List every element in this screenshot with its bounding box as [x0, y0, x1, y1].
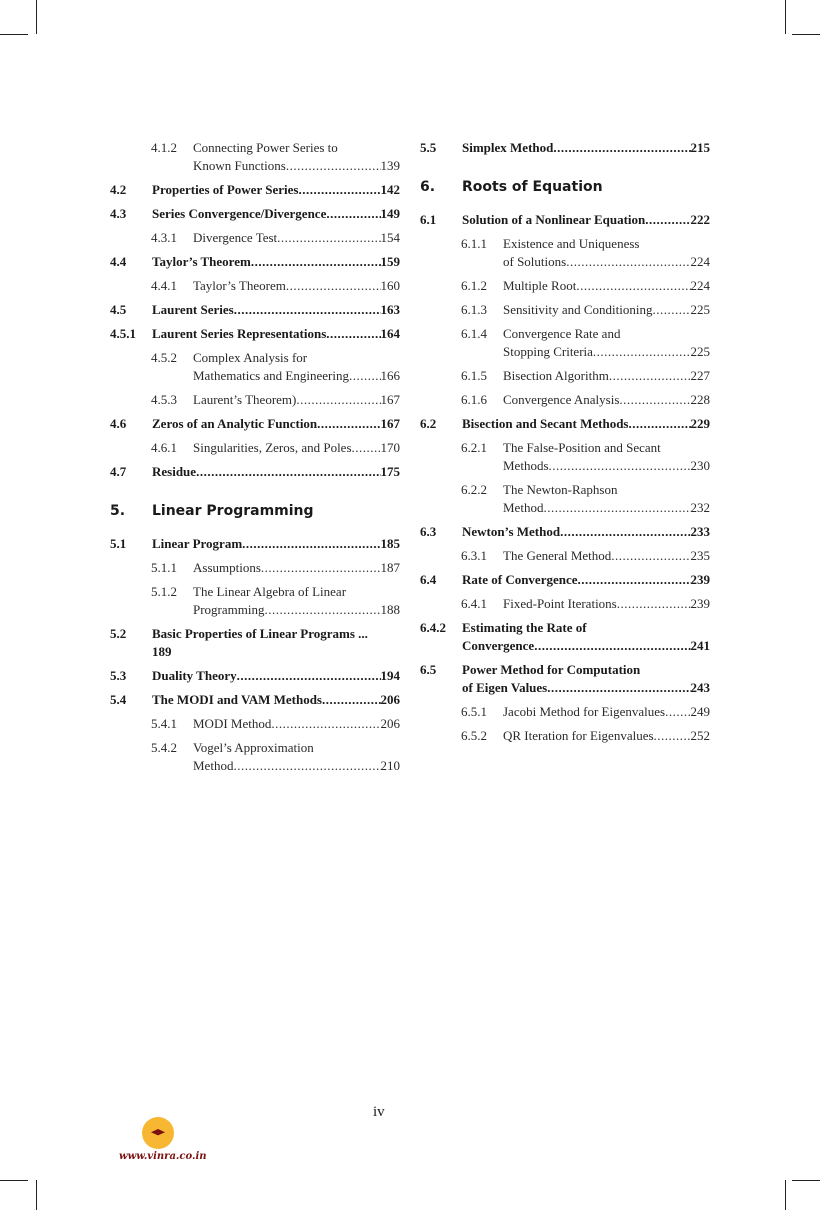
page-number: 139: [380, 158, 400, 173]
page-number: 164: [380, 326, 400, 341]
entry-title: Laurent Series Representations: [152, 326, 327, 341]
dot-leader: [549, 457, 691, 475]
page-number: 235: [690, 548, 710, 563]
toc-entry[interactable]: [420, 415, 710, 433]
toc-entry[interactable]: [151, 439, 400, 457]
section-number: 4.7: [110, 464, 127, 479]
page-number: 233: [690, 524, 710, 539]
toc-entry[interactable]: [420, 637, 710, 655]
dot-leader: [593, 343, 691, 361]
toc-entry[interactable]: [461, 481, 710, 499]
dot-leader: [566, 253, 690, 271]
entry-body: [462, 211, 710, 229]
toc-entry[interactable]: [151, 559, 400, 577]
entry-body: [462, 661, 710, 679]
entry-body: [462, 637, 710, 655]
toc-entry[interactable]: [110, 325, 400, 343]
entry-title: Mathematics and Engineering: [193, 368, 349, 383]
page-number: 188: [380, 602, 400, 617]
page-number: iv: [373, 1104, 385, 1120]
entry-title: Taylor’s Theorem: [193, 278, 286, 293]
entry-title: Bisection Algorithm: [503, 368, 609, 383]
dot-leader: [242, 535, 380, 553]
toc-entry[interactable]: [461, 367, 710, 385]
dot-leader: [654, 727, 691, 745]
page-number: 187: [380, 560, 400, 575]
section-number: 5.2: [110, 626, 127, 641]
entry-title: The Newton-Raphson: [503, 482, 618, 497]
entry-body: [503, 481, 710, 499]
entry-title: The MODI and VAM Methods: [152, 692, 322, 707]
entry-title: Power Method for Computation: [462, 662, 641, 677]
crop-mark: [785, 0, 786, 34]
toc-entry[interactable]: [151, 601, 400, 619]
page-number: 239: [690, 596, 710, 611]
graduation-cap-icon: [151, 1129, 165, 1137]
section-number: 4.1.2: [151, 140, 177, 155]
entry-title: Estimating the Rate of: [462, 620, 587, 635]
entry-title: Bisection and Secant Methods: [462, 416, 629, 431]
entry-body: [152, 691, 400, 709]
section-number: 4.3: [110, 206, 127, 221]
toc-entry[interactable]: [420, 523, 710, 541]
entry-body: [462, 178, 710, 196]
toc-entry[interactable]: [461, 235, 710, 253]
dot-leader: [628, 415, 690, 433]
toc-entry[interactable]: [461, 703, 710, 721]
toc-entry[interactable]: [151, 157, 400, 175]
dot-leader: [326, 205, 380, 223]
dot-leader: [286, 157, 381, 175]
section-number: 6.1.1: [461, 236, 487, 251]
toc-entry[interactable]: [420, 619, 710, 637]
dot-leader: [653, 301, 691, 319]
entry-title: Fixed-Point Iterations: [503, 596, 617, 611]
page-number: 222: [690, 212, 710, 227]
page-number: 163: [380, 302, 400, 317]
toc-entry[interactable]: [461, 325, 710, 343]
section-number: 4.5.1: [110, 326, 136, 341]
page-number: 241: [690, 638, 710, 653]
dot-leader: [543, 499, 690, 517]
toc-entry[interactable]: [110, 502, 400, 520]
page-number: 210: [380, 758, 400, 773]
page-number: 227: [690, 368, 710, 383]
page-number: 167: [380, 416, 400, 431]
toc-entry[interactable]: [110, 625, 400, 643]
page-number: 206: [380, 692, 400, 707]
section-number: 4.6: [110, 416, 127, 431]
entry-body: [152, 625, 400, 643]
section-number: 6.2: [420, 416, 437, 431]
entry-title: Sensitivity and Conditioning: [503, 302, 653, 317]
toc-entry[interactable]: [461, 343, 710, 361]
entry-title: Convergence Rate and: [503, 326, 621, 341]
toc-entry[interactable]: [110, 535, 400, 553]
page-number: 228: [690, 392, 710, 407]
dot-leader: [233, 757, 380, 775]
toc-entry[interactable]: [461, 595, 710, 613]
entry-title: Linear Programming: [152, 503, 314, 519]
toc-entry[interactable]: [110, 205, 400, 223]
page-number: 185: [380, 536, 400, 551]
entry-title: MODI Method: [193, 716, 272, 731]
toc-entry[interactable]: [151, 739, 400, 757]
page-number: 243: [690, 680, 710, 695]
page-number: 230: [690, 458, 710, 473]
section-number: 5.1.1: [151, 560, 177, 575]
entry-title: Method: [193, 758, 234, 773]
toc-entry[interactable]: [420, 211, 710, 229]
toc-entry[interactable]: [461, 499, 710, 517]
toc-entry[interactable]: [420, 679, 710, 697]
entry-title: of Solutions: [503, 254, 567, 269]
crop-mark: [792, 34, 820, 35]
entry-body: [503, 235, 710, 253]
section-number: 5.4.2: [151, 740, 177, 755]
entry-body: [152, 181, 400, 199]
section-number: 6.1: [420, 212, 437, 227]
entry-body: [193, 139, 400, 157]
dot-leader: [265, 601, 381, 619]
entry-title: Residue: [152, 464, 197, 479]
entry-body: [503, 457, 710, 475]
entry-body: [152, 415, 400, 433]
entry-title: of Eigen Values: [462, 680, 548, 695]
section-number: 6.3: [420, 524, 437, 539]
dot-leader: [611, 547, 690, 565]
toc-entry[interactable]: [110, 643, 400, 661]
toc-entry[interactable]: [151, 367, 400, 385]
section-number: 4.6.1: [151, 440, 177, 455]
page-number: 249: [690, 704, 710, 719]
entry-title: Method: [503, 500, 544, 515]
dot-leader: [326, 325, 380, 343]
section-number: 6.3.1: [461, 548, 487, 563]
entry-body: [193, 757, 400, 775]
entry-body: [193, 715, 400, 733]
page-number: 160: [380, 278, 400, 293]
crop-mark: [0, 34, 28, 35]
toc-entry[interactable]: [151, 277, 400, 295]
entry-body: [503, 253, 710, 271]
entry-body: [462, 415, 710, 433]
page-number: 215: [690, 140, 710, 155]
page-number: 224: [690, 254, 710, 269]
entry-body: [152, 325, 400, 343]
entry-title: Properties of Power Series: [152, 182, 299, 197]
dot-leader: [296, 391, 380, 409]
entry-body: [193, 277, 400, 295]
dot-leader: [619, 391, 690, 409]
entry-body: [193, 349, 400, 367]
section-number: 4.5.3: [151, 392, 177, 407]
dot-leader: [271, 715, 380, 733]
dot-leader: [349, 367, 381, 385]
section-number: 6.1.2: [461, 278, 487, 293]
section-number: 6.5.1: [461, 704, 487, 719]
entry-title: Duality Theory: [152, 668, 237, 683]
entry-body: [503, 277, 710, 295]
entry-title: Existence and Uniqueness: [503, 236, 640, 251]
entry-title: Convergence Analysis: [503, 392, 620, 407]
entry-body: [152, 253, 400, 271]
section-number: 6.4.2: [420, 620, 446, 635]
page-number: 189: [152, 644, 172, 659]
page-number: 239: [690, 572, 710, 587]
entry-title: The False-Position and Secant: [503, 440, 661, 455]
section-number: 5.3: [110, 668, 127, 683]
crop-mark: [0, 1180, 28, 1181]
dot-leader: [251, 253, 381, 271]
toc-entry[interactable]: [420, 178, 710, 196]
section-number: 5.1: [110, 536, 127, 551]
entry-title: Series Convergence/Divergence: [152, 206, 327, 221]
entry-body: [503, 325, 710, 343]
entry-body: [503, 595, 710, 613]
page-number: 149: [380, 206, 400, 221]
entry-title: Linear Program: [152, 536, 243, 551]
toc-entry[interactable]: [151, 139, 400, 157]
entry-title: Rate of Convergence: [462, 572, 578, 587]
dot-leader: [578, 571, 691, 589]
entry-title: Programming: [193, 602, 265, 617]
page-number: 229: [690, 416, 710, 431]
toc-entry[interactable]: [461, 253, 710, 271]
dot-leader: [261, 559, 381, 577]
entry-title: Vogel’s Approximation: [193, 740, 314, 755]
page-number: 194: [380, 668, 400, 683]
entry-title: Stopping Criteria: [503, 344, 593, 359]
toc-entry[interactable]: [420, 661, 710, 679]
dot-leader: [234, 301, 381, 319]
section-number: 5.4: [110, 692, 127, 707]
entry-body: [503, 343, 710, 361]
dot-leader: [196, 463, 380, 481]
entry-body: [152, 502, 400, 520]
toc-entry[interactable]: [110, 301, 400, 319]
entry-title: Complex Analysis for: [193, 350, 308, 365]
crop-mark: [785, 1180, 786, 1210]
entry-body: [462, 139, 710, 157]
entry-body: [462, 523, 710, 541]
entry-title: QR Iteration for Eigenvalues: [503, 728, 654, 743]
page-number: 159: [380, 254, 400, 269]
entry-title: The Linear Algebra of Linear: [193, 584, 347, 599]
dot-leader: [547, 679, 690, 697]
entry-title: Jacobi Method for Eigenvalues: [503, 704, 666, 719]
dot-leader: [317, 415, 380, 433]
page-number: 166: [380, 368, 400, 383]
page-number: 225: [690, 302, 710, 317]
entry-body: [193, 601, 400, 619]
dot-leader: [352, 439, 381, 457]
page-number: 232: [690, 500, 710, 515]
dot-leader: [298, 181, 380, 199]
page-number: 142: [380, 182, 400, 197]
entry-title: Roots of Equation: [462, 179, 603, 195]
dot-leader: [665, 703, 690, 721]
entry-title: Laurent’s Theorem): [193, 392, 297, 407]
entry-body: [462, 571, 710, 589]
section-number: 5.4.1: [151, 716, 177, 731]
toc-entry[interactable]: [151, 349, 400, 367]
entry-body: [503, 727, 710, 745]
entry-title: Divergence Test: [193, 230, 278, 245]
toc-entry[interactable]: [461, 301, 710, 319]
entry-body: [503, 391, 710, 409]
section-number: 6.2.2: [461, 482, 487, 497]
page-number: 175: [380, 464, 400, 479]
crop-mark: [36, 0, 37, 34]
toc-entry[interactable]: [461, 277, 710, 295]
page-number: 170: [380, 440, 400, 455]
entry-body: [503, 703, 710, 721]
entry-body: [193, 583, 400, 601]
website-link[interactable]: www.vinra.co.in: [119, 1151, 207, 1162]
entry-title: Methods: [503, 458, 549, 473]
entry-body: [462, 619, 710, 637]
section-number: 4.4.1: [151, 278, 177, 293]
section-number: 4.5: [110, 302, 127, 317]
toc-entry[interactable]: [110, 181, 400, 199]
page-number: 224: [690, 278, 710, 293]
entry-body: [503, 547, 710, 565]
dot-leader: [609, 367, 691, 385]
entry-body: [503, 499, 710, 517]
entry-body: [503, 439, 710, 457]
crop-mark: [36, 1180, 37, 1210]
entry-body: [193, 559, 400, 577]
toc-entry[interactable]: [461, 547, 710, 565]
entry-body: [193, 367, 400, 385]
toc-entry[interactable]: [420, 139, 710, 157]
entry-body: [152, 535, 400, 553]
section-number: 6.4: [420, 572, 437, 587]
section-number: 5.1.2: [151, 584, 177, 599]
entry-title: Taylor’s Theorem: [152, 254, 251, 269]
entry-title: Convergence: [462, 638, 535, 653]
entry-body: [503, 367, 710, 385]
entry-title: Known Functions: [193, 158, 286, 173]
dot-leader: [553, 139, 690, 157]
section-number: 6.2.1: [461, 440, 487, 455]
toc-entry[interactable]: [110, 463, 400, 481]
entry-title: Laurent Series: [152, 302, 234, 317]
toc-entry[interactable]: [420, 571, 710, 589]
section-number: 6.1.5: [461, 368, 487, 383]
entry-body: [152, 643, 400, 661]
toc-entry[interactable]: [461, 727, 710, 745]
entry-title: Connecting Power Series to: [193, 140, 338, 155]
entry-title: Multiple Root: [503, 278, 577, 293]
section-number: 5.: [110, 503, 126, 519]
section-number: 4.5.2: [151, 350, 177, 365]
page-number: 252: [690, 728, 710, 743]
toc-entry[interactable]: [151, 715, 400, 733]
entry-title: Simplex Method: [462, 140, 554, 155]
dot-leader: [560, 523, 690, 541]
entry-body: [152, 205, 400, 223]
entry-body: [193, 229, 400, 247]
toc-entry[interactable]: [461, 457, 710, 475]
page-number: 154: [380, 230, 400, 245]
page-number: 206: [380, 716, 400, 731]
section-number: 6.1.4: [461, 326, 487, 341]
entry-body: [503, 301, 710, 319]
section-number: 6.5.2: [461, 728, 487, 743]
section-number: 4.2: [110, 182, 127, 197]
toc-entry[interactable]: [461, 391, 710, 409]
dot-leader: [576, 277, 690, 295]
section-number: 6.: [420, 179, 436, 195]
entry-body: [193, 391, 400, 409]
toc-entry[interactable]: [151, 757, 400, 775]
dot-leader: [237, 667, 381, 685]
entry-title: Zeros of an Analytic Function: [152, 416, 318, 431]
toc-entry[interactable]: [151, 229, 400, 247]
dot-leader: [534, 637, 690, 655]
page-number: 167: [380, 392, 400, 407]
entry-title: Singularities, Zeros, and Poles: [193, 440, 352, 455]
dot-leader: [645, 211, 690, 229]
entry-body: [193, 739, 400, 757]
section-number: 6.1.3: [461, 302, 487, 317]
section-number: 6.5: [420, 662, 437, 677]
entry-title: Basic Properties of Linear Programs ...: [152, 626, 368, 641]
toc-entry[interactable]: [110, 415, 400, 433]
section-number: 4.4: [110, 254, 127, 269]
toc-entry[interactable]: [110, 691, 400, 709]
dot-leader: [286, 277, 381, 295]
section-number: 4.3.1: [151, 230, 177, 245]
entry-title: Assumptions: [193, 560, 261, 575]
entry-body: [152, 463, 400, 481]
dot-leader: [617, 595, 691, 613]
section-number: 6.1.6: [461, 392, 487, 407]
entry-body: [193, 439, 400, 457]
page-number: 225: [690, 344, 710, 359]
section-number: 5.5: [420, 140, 437, 155]
toc-entry[interactable]: [151, 391, 400, 409]
entry-body: [193, 157, 400, 175]
dot-leader: [277, 229, 380, 247]
entry-body: [462, 679, 710, 697]
dot-leader: [322, 691, 381, 709]
entry-body: [152, 301, 400, 319]
toc-entry[interactable]: [461, 439, 710, 457]
section-number: 6.4.1: [461, 596, 487, 611]
toc-entry[interactable]: [151, 583, 400, 601]
entry-title: The General Method: [503, 548, 612, 563]
toc-entry[interactable]: [110, 253, 400, 271]
entry-body: [152, 667, 400, 685]
entry-title: Newton’s Method: [462, 524, 561, 539]
vinra-logo-icon: [142, 1117, 174, 1149]
crop-mark: [792, 1180, 820, 1181]
toc-entry[interactable]: [110, 667, 400, 685]
entry-title: Solution of a Nonlinear Equation: [462, 212, 646, 227]
